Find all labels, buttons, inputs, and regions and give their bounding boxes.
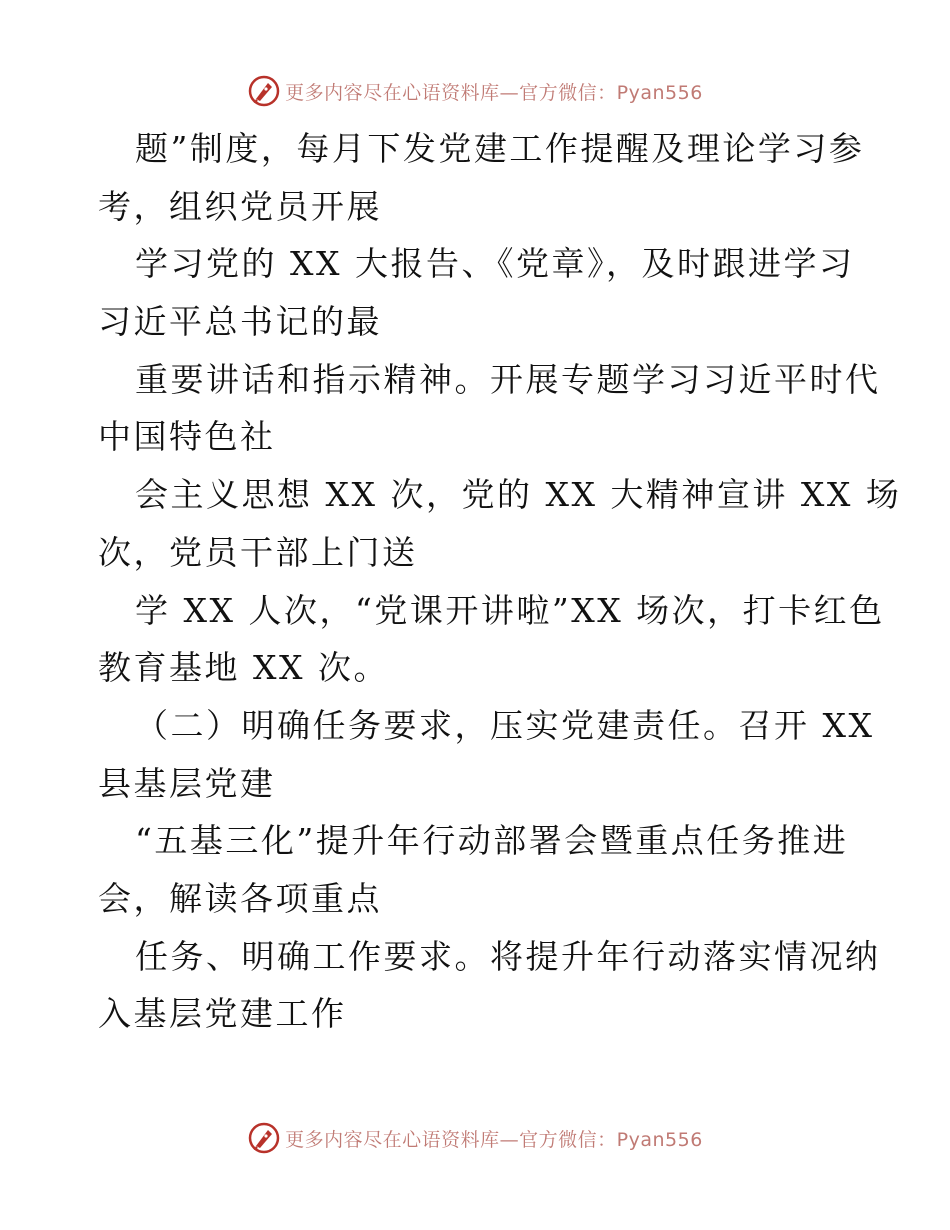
document-body (98, 120, 902, 1043)
paragraph-line: 入基层党建工作 (98, 994, 347, 1034)
footer-watermark-text: 更多内容尽在心语资料库—官方微信：Pyan556 (285, 1128, 703, 1151)
paragraph-line: 考，组织党员开展 (98, 186, 382, 226)
header-watermark-banner (0, 71, 950, 111)
paragraph-line: 习近平总书记的最 (98, 302, 382, 342)
paragraph-line: 中国特色社 (98, 417, 276, 457)
paragraph-line: 题”制度，每月下发党建工作提醒及理论学习参 (135, 129, 865, 168)
paragraph-line: 县基层党建 (98, 763, 276, 803)
paragraph-line: 次，党员干部上门送 (98, 532, 418, 572)
paragraph-line: 任务、明确工作要求。将提升年行动落实情况纳 (135, 936, 881, 976)
paragraph-line: 学习党的 XX 大报告、《党章》，及时跟进学习 (135, 244, 855, 284)
paragraph-line: 重要讲话和指示精神。开展专题学习习近平时代 (135, 359, 881, 399)
paragraph-line: 会主义思想 XX 次，党的 XX 大精神宣讲 XX 场 (135, 475, 902, 515)
footer-watermark-banner (0, 1118, 950, 1158)
paragraph-line: 会，解读各项重点 (98, 878, 382, 918)
paragraph-line: “五基三化”提升年行动部署会暨重点任务推进 (135, 821, 849, 861)
paragraph-line: 教育基地 XX 次。 (98, 648, 389, 688)
paragraph-line: 学 XX 人次，“党课开讲啦”XX 场次，打卡红色 (135, 590, 885, 630)
pen-nib-logo-icon (247, 74, 281, 108)
pen-nib-logo-icon (247, 1121, 281, 1155)
paragraph-line: （二）明确任务要求，压实党建责任。召开 XX (135, 705, 875, 745)
header-watermark-text: 更多内容尽在心语资料库—官方微信：Pyan556 (285, 81, 703, 104)
